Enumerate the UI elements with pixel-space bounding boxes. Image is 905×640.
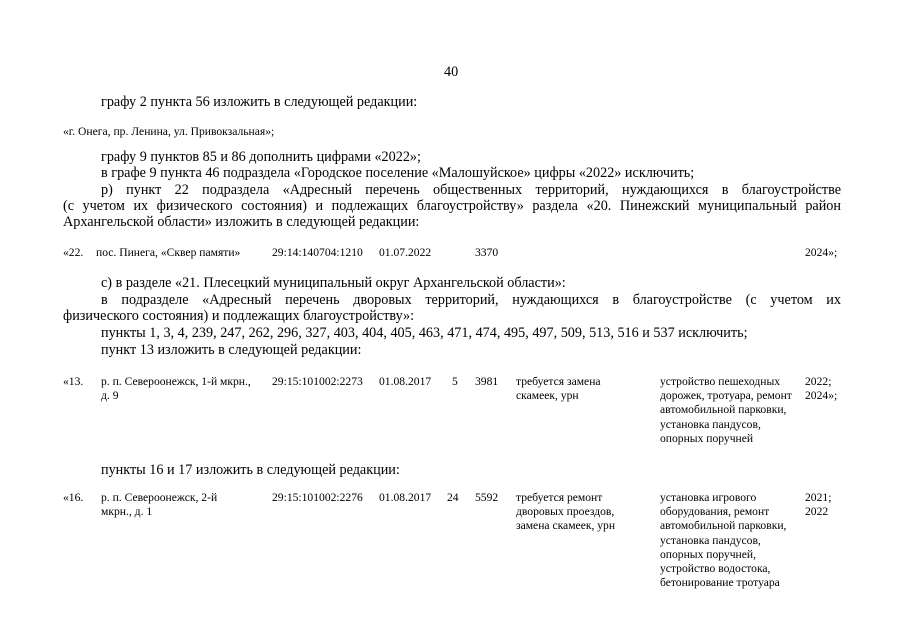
row-year: 2024»;: [805, 246, 838, 259]
row-years: 2022; 2024»;: [805, 375, 838, 403]
row-count: 5: [452, 375, 458, 388]
paragraph-remove-items: пункты 1, 3, 4, 239, 247, 262, 296, 327, 403, 404, 405, 463, 471, 474, 495, 497, 509, 513, 516 и 537 исключить;: [101, 325, 748, 341]
row-number: «13.: [63, 375, 84, 388]
row-cadastre: 29:14:140704:1210: [272, 246, 363, 259]
quoted-address: «г. Онега, пр. Ленина, ул. Привокзальная»;: [63, 125, 275, 138]
row-number: «22.: [63, 246, 84, 259]
paragraph-r-line1: р) пункт 22 подраздела «Адресный перечень общественных территорий, нуждающихся в благоустройстве: [101, 182, 841, 198]
paragraph-r-line2: (с учетом их физического состояния) и подлежащих благоустройству» раздела «20. Пинежский муниципальный район: [63, 198, 841, 214]
row-address: р. п. Североонежск, 2-й мкрн., д. 1: [101, 491, 218, 519]
row-date: 01.08.2017: [379, 375, 432, 388]
row-works: устройство пешеходных дорожек, тротуара, ремонт автомобильной парковки, установка пандусов, опорных поручней: [660, 375, 792, 445]
row-date: 01.07.2022: [379, 246, 432, 259]
row-date: 01.08.2017: [379, 491, 432, 504]
row-works: установка игрового оборудования, ремонт автомобильной парковки, установка пандусов, опорных поручней, устройство водостока, бетонирование тротуара: [660, 491, 787, 590]
page-number: 40: [444, 64, 459, 80]
paragraph-edit-column-2-item-56: графу 2 пункта 56 изложить в следующей редакции:: [101, 94, 418, 110]
row-years: 2021; 2022: [805, 491, 832, 519]
row-cadastre: 29:15:101002:2273: [272, 375, 363, 388]
paragraph-item-13: пункт 13 изложить в следующей редакции:: [101, 342, 362, 358]
paragraph-r-line3: Архангельской области» изложить в следующей редакции:: [63, 214, 420, 230]
paragraph-subsection-line2: физического состояния) и подлежащих благоустройству»:: [63, 308, 415, 324]
row-address: пос. Пинега, «Сквер памяти»: [96, 246, 241, 259]
paragraph-subsection-line1: в подразделе «Адресный перечень дворовых территорий, нуждающихся в благоустройстве (с учетом их: [101, 292, 841, 308]
row-area: 3370: [475, 246, 499, 259]
row-need: требуется замена скамеек, урн: [516, 375, 601, 403]
row-number: «16.: [63, 491, 84, 504]
row-count: 24: [447, 491, 459, 504]
row-cadastre: 29:15:101002:2276: [272, 491, 363, 504]
row-area: 5592: [475, 491, 499, 504]
paragraph-items-16-17: пункты 16 и 17 изложить в следующей редакции:: [101, 462, 400, 478]
row-address: р. п. Североонежск, 1-й мкрн., д. 9: [101, 375, 251, 403]
row-need: требуется ремонт дворовых проездов, замена скамеек, урн: [516, 491, 616, 533]
row-area: 3981: [475, 375, 499, 388]
paragraph-add-2022: графу 9 пунктов 85 и 86 дополнить цифрами «2022»;: [101, 149, 421, 165]
paragraph-s: с) в разделе «21. Плесецкий муниципальный округ Архангельской области»:: [101, 275, 566, 291]
paragraph-remove-2022: в графе 9 пункта 46 подраздела «Городское поселение «Малошуйское» цифры «2022» исключить;: [101, 165, 695, 181]
